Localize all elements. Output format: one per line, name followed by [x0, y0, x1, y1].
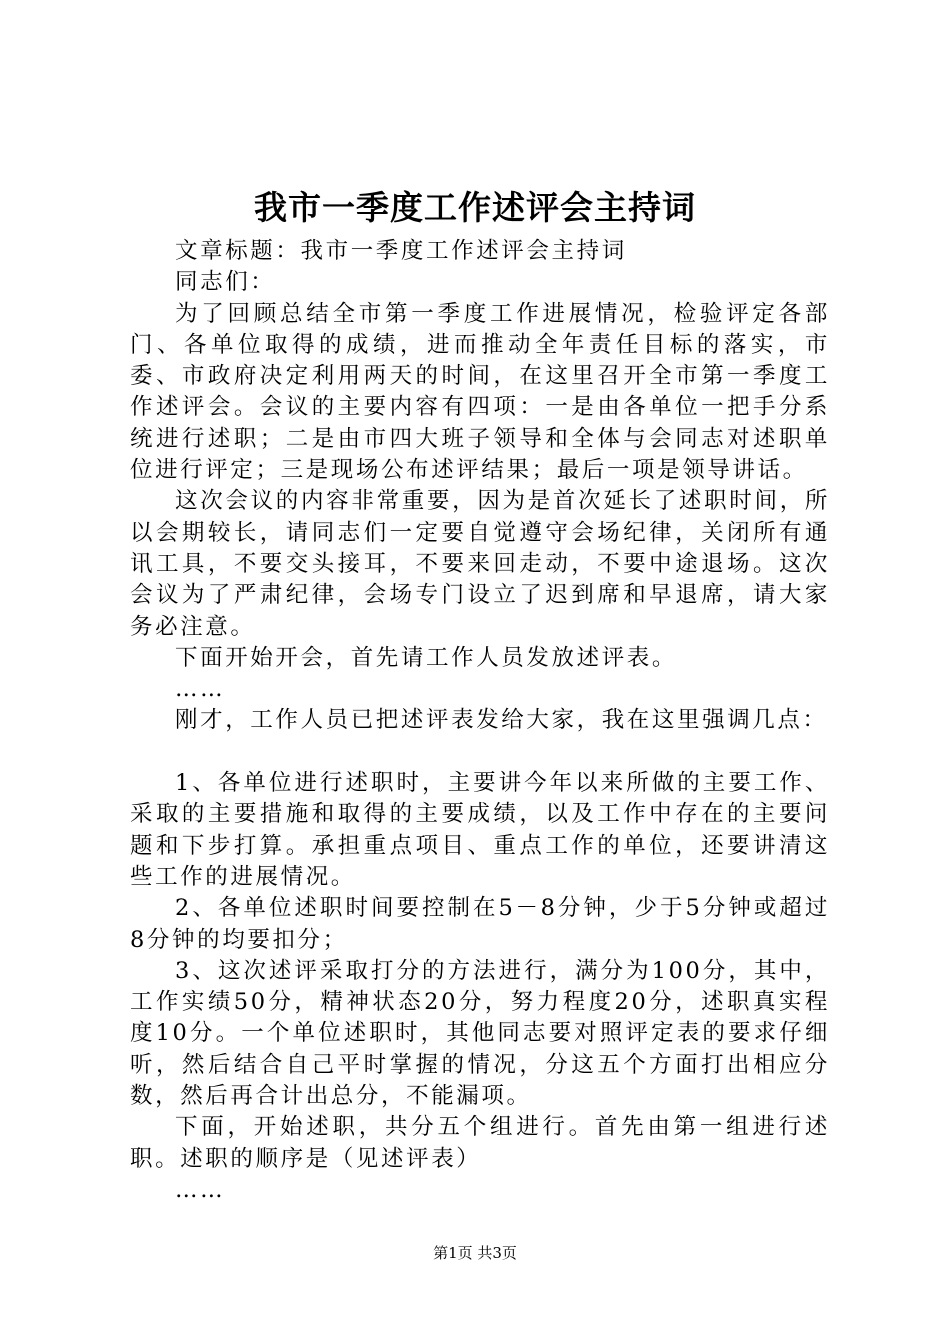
paragraph-start-reporting: 下面，开始述职，共分五个组进行。首先由第一组进行述职。述职的顺序是（见述评表）	[130, 1114, 830, 1172]
page-footer: 第1页 共3页	[433, 1244, 517, 1262]
paragraph-discipline: 这次会议的内容非常重要，因为是首次延长了述职时间，所以会期较长，请同志们一定要自觉遵守会场纪律，关闭所有通讯工具，不要交头接耳，不要来回走动，不要中途退场。这次会议为了严肃纪律，会场专门设立了迟到席和早退席，请大家务必注意。	[130, 488, 830, 640]
paragraph-distribute-forms: 下面开始开会，首先请工作人员发放述评表。	[175, 644, 678, 671]
paragraph-purpose: 为了回顾总结全市第一季度工作进展情况，检验评定各部门、各单位取得的成绩，进而推动全年责任目标的落实，市委、市政府决定利用两天的时间，在这里召开全市第一季度工作述评会。会议的主要内容有四项：一是由各单位一把手分系统进行述职；二是由市四大班子领导和全体与会同志对述职单位进行评定；三是现场公布述评结果；最后一项是领导讲话。	[130, 300, 830, 484]
paragraph-emphasis-intro: 刚才，工作人员已把述评表发给大家，我在这里强调几点：	[175, 707, 828, 734]
paragraph-blank	[130, 737, 830, 768]
paragraph-point-2: 2、各单位述职时间要控制在5－8分钟，少于5分钟或超过8分钟的均要扣分；	[130, 895, 830, 953]
document-title: 我市一季度工作述评会主持词	[254, 188, 696, 227]
paragraph-point-3: 3、这次述评采取打分的方法进行，满分为100分，其中，工作实绩50分，精神状态20分，努力程度20分，述职真实程度10分。一个单位述职时，其他同志要对照评定表的要求仔细听，然后结合自己平时掌握的情况，分这五个方面打出相应分数，然后再合计出总分，不能漏项。	[130, 957, 830, 1110]
paragraph-point-1: 1、各单位进行述职时，主要讲今年以来所做的主要工作、采取的主要措施和取得的主要成绩，以及工作中存在的主要问题和下步打算。承担重点项目、重点工作的单位，还要讲清这些工作的进展情况。	[130, 770, 830, 890]
paragraph-article-title: 文章标题：我市一季度工作述评会主持词	[175, 238, 627, 264]
document-body	[130, 236, 830, 1206]
paragraph-ellipsis-end: ……	[175, 1176, 226, 1203]
paragraph-greeting: 同志们：	[175, 269, 276, 296]
paragraph-ellipsis: ……	[175, 676, 226, 703]
